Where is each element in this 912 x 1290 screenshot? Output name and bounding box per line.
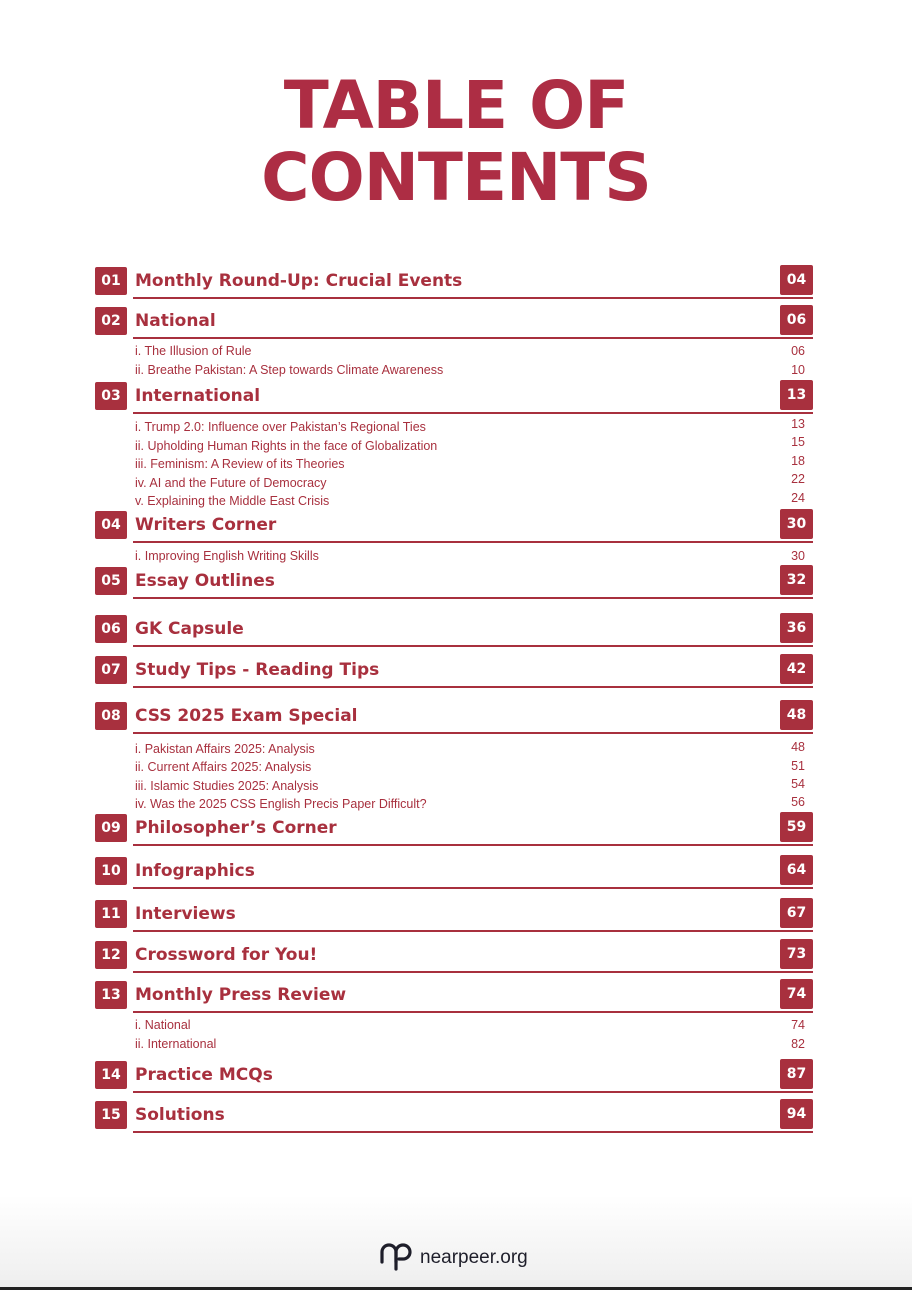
page-number-badge: 59 [780,812,813,842]
page-number-badge: 48 [780,700,813,730]
section-title[interactable]: Solutions [135,1105,225,1125]
section-title[interactable]: Essay Outlines [135,571,275,591]
section-divider [133,971,813,973]
section-title[interactable]: National [135,311,216,331]
section-divider [133,541,813,543]
subsection-page-number: 10 [791,363,805,377]
subsection-page-number: 74 [791,1018,805,1032]
title-line-2: CONTENTS [261,139,651,216]
subsection-title[interactable]: iv. Was the 2025 CSS English Precis Paper Difficult? [135,797,427,811]
subsection-page-number: 13 [791,417,805,431]
subsection-page-number: 54 [791,777,805,791]
section-divider [133,297,813,299]
section-divider [133,1011,813,1013]
section-divider [133,887,813,889]
section-divider [133,337,813,339]
subsection-title[interactable]: iv. AI and the Future of Democracy [135,476,327,490]
subsection-page-number: 15 [791,435,805,449]
section-number-badge: 03 [95,382,127,410]
section-number-badge: 04 [95,511,127,539]
section-divider [133,645,813,647]
page-number-badge: 64 [780,855,813,885]
page-number-badge: 36 [780,613,813,643]
section-title[interactable]: International [135,386,261,406]
page-number-badge: 94 [780,1099,813,1129]
page-number-badge: 04 [780,265,813,295]
section-number-badge: 11 [95,900,127,928]
subsection-title[interactable]: ii. International [135,1037,217,1051]
section-number-badge: 01 [95,267,127,295]
brand-name: nearpeer.org [420,1247,528,1268]
section-number-badge: 14 [95,1061,127,1089]
brand-logo[interactable] [378,1240,528,1276]
page-number-badge: 13 [780,380,813,410]
subsection-title[interactable]: ii. Upholding Human Rights in the face of Globalization [135,439,438,453]
section-number-badge: 05 [95,567,127,595]
page-number-badge: 74 [780,979,813,1009]
subsection-title[interactable]: i. Pakistan Affairs 2025: Analysis [135,742,315,756]
section-divider [133,844,813,846]
title-line-1: TABLE OF [283,67,629,144]
subsection-page-number: 56 [791,795,805,809]
section-number-badge: 10 [95,857,127,885]
section-divider [133,732,813,734]
section-number-badge: 09 [95,814,127,842]
subsection-page-number: 48 [791,740,805,754]
section-title[interactable]: Writers Corner [135,515,277,535]
subsection-page-number: 82 [791,1037,805,1051]
section-title[interactable]: Monthly Press Review [135,985,347,1005]
page-number-badge: 67 [780,898,813,928]
page-number-badge: 42 [780,654,813,684]
subsection-title[interactable]: iii. Feminism: A Review of its Theories [135,457,345,471]
subsection-page-number: 30 [791,549,805,563]
section-number-badge: 02 [95,307,127,335]
section-number-badge: 06 [95,615,127,643]
section-number-badge: 15 [95,1101,127,1129]
section-title[interactable]: Monthly Round-Up: Crucial Events [135,271,463,291]
section-title[interactable]: Study Tips - Reading Tips [135,660,380,680]
subsection-page-number: 22 [791,472,805,486]
section-number-badge: 07 [95,656,127,684]
page-number-badge: 73 [780,939,813,969]
subsection-title[interactable]: i. Trump 2.0: Influence over Pakistan’s Regional Ties [135,420,426,434]
subsection-page-number: 24 [791,491,805,505]
page-number-badge: 30 [780,509,813,539]
subsection-title[interactable]: i. Improving English Writing Skills [135,549,319,563]
section-title[interactable]: Crossword for You! [135,945,318,965]
section-divider [133,686,813,688]
subsection-title[interactable]: iii. Islamic Studies 2025: Analysis [135,779,319,793]
subsection-title[interactable]: i. National [135,1018,191,1032]
section-title[interactable]: Infographics [135,861,255,881]
subsection-page-number: 18 [791,454,805,468]
section-title[interactable]: GK Capsule [135,619,244,639]
subsection-page-number: 51 [791,759,805,773]
subsection-title[interactable]: ii. Breathe Pakistan: A Step towards Climate Awareness [135,363,444,377]
section-divider [133,930,813,932]
page-number-badge: 06 [780,305,813,335]
page-number-badge: 32 [780,565,813,595]
section-divider [133,597,813,599]
section-number-badge: 08 [95,702,127,730]
section-title[interactable]: Practice MCQs [135,1065,273,1085]
section-number-badge: 13 [95,981,127,1009]
section-divider [133,1131,813,1133]
section-number-badge: 12 [95,941,127,969]
section-title[interactable]: CSS 2025 Exam Special [135,706,358,726]
page-title [0,67,912,216]
section-divider [133,1091,813,1093]
section-divider [133,412,813,414]
subsection-title[interactable]: i. The Illusion of Rule [135,344,252,358]
section-title[interactable]: Interviews [135,904,236,924]
page-number-badge: 87 [780,1059,813,1089]
subsection-title[interactable]: ii. Current Affairs 2025: Analysis [135,760,312,774]
subsection-title[interactable]: v. Explaining the Middle East Crisis [135,494,330,508]
subsection-page-number: 06 [791,344,805,358]
section-title[interactable]: Philosopher’s Corner [135,818,337,838]
nearpeer-logo-icon [378,1240,414,1276]
